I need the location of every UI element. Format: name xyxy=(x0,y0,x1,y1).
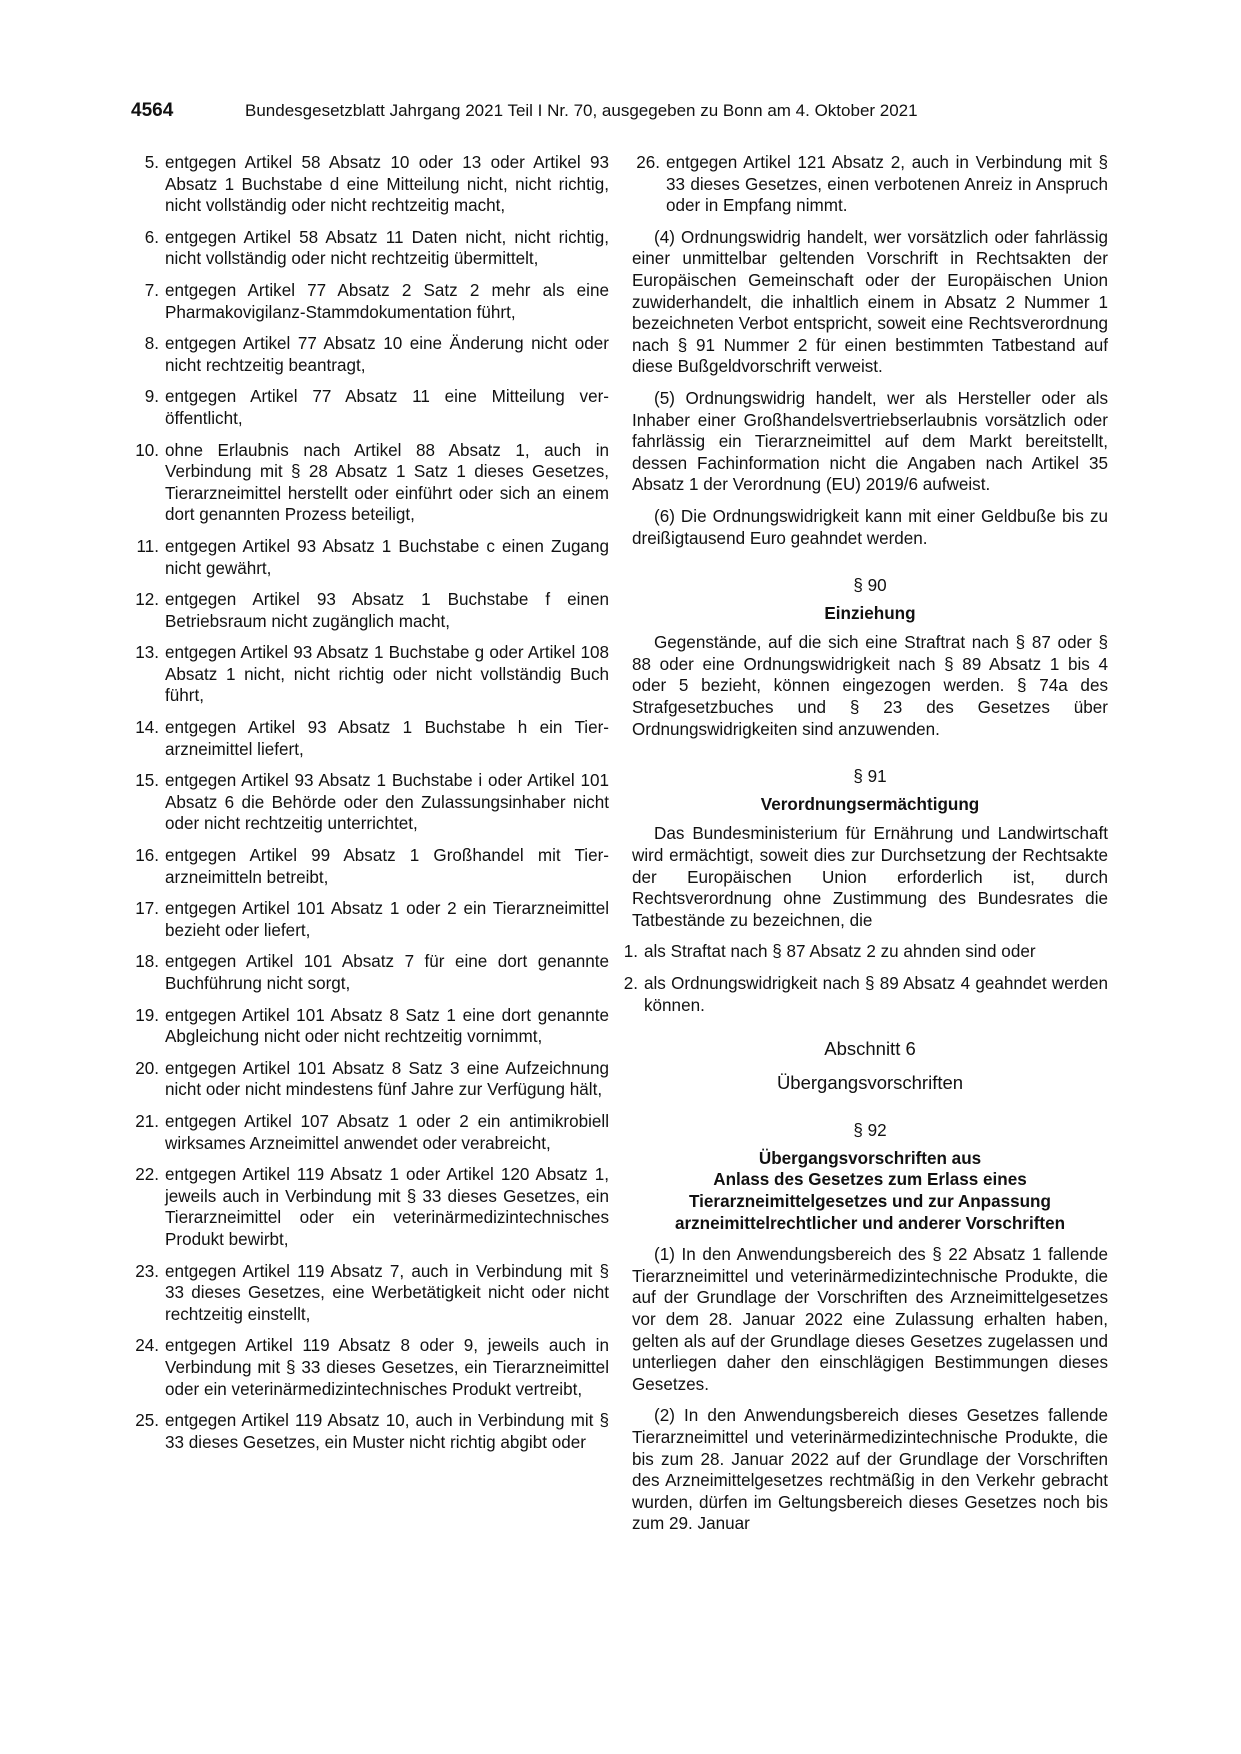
item-text: entgegen Artikel 119 Absatz 1 oder Artikel 120 Absatz 1, jeweils auch in Verbindung mit § 33 dieses Gesetzes, ein Tierarzneimittel oder ein veterinärmedizintechnisches Produkt bewirbt, xyxy=(165,1165,609,1249)
item-number: 15. xyxy=(135,771,159,791)
list-item xyxy=(131,1005,609,1048)
paragraph-5: (5) Ordnungswidrig handelt, wer als Hersteller oder als Inhaber einer Großhandelsvertriebserlaubnis vorsätzlich oder fahrlässig ein Tierarzneimittel auf dem Markt bereitstellt, dessen Fachinformation nicht die Angaben nach Artikel 35 Absatz 1 der Verordnung (EU) 2019/6 aufweist. xyxy=(632,388,1108,495)
list-item xyxy=(131,951,609,994)
item-text: entgegen Artikel 121 Absatz 2, auch in Verbindung mit § 33 dieses Gesetzes, einen verbotenen Anreiz in Anspruch oder in Empfang nimmt. xyxy=(666,153,1108,216)
item-text: entgegen Artikel 101 Absatz 8 Satz 3 eine Aufzeichnung nicht oder nicht mindestens fünf Jahre zur Verfügung hält, xyxy=(165,1058,609,1100)
section-92-title xyxy=(632,1148,1108,1234)
list-item xyxy=(131,280,609,323)
item-text: entgegen Artikel 101 Absatz 1 oder 2 ein Tierarzneimittel bezieht oder liefert, xyxy=(165,899,609,940)
section-92-number: § 92 xyxy=(853,1121,887,1141)
list-item xyxy=(131,1410,609,1453)
list-item xyxy=(620,941,1108,963)
section-91-title: Verordnungsermächtigung xyxy=(760,794,980,814)
item-text: entgegen Artikel 58 Absatz 10 oder 13 oder Artikel 93 Absatz 1 Buchstabe d eine Mitteilung nicht, nicht richtig, nicht vollständig oder nicht rechtzeitig macht, xyxy=(165,153,609,216)
item-number: 13. xyxy=(135,643,159,663)
section-92-paragraph-2: (2) In den Anwendungsbereich dieses Gesetzes fallende Tierarzneimittel und veterinärmedizintechnische Produkte, die bis zum 28. Januar 2022 auf der Grundlage der Vorschriften des Arzneimittelgesetzes rechtmäßig in den Verkehr gebracht wurden, dürfen im Geltungsbereich dieses Gesetzes noch bis zum 29. Januar xyxy=(632,1406,1108,1534)
item-number: 6. xyxy=(144,227,159,247)
list-item xyxy=(131,333,609,376)
item-number: 25. xyxy=(135,1411,159,1431)
item-number: 9. xyxy=(144,387,159,407)
list-item xyxy=(131,227,609,270)
page-header xyxy=(131,100,1117,130)
list-item xyxy=(131,536,609,579)
list-item xyxy=(131,770,609,835)
item-number: 7. xyxy=(144,280,159,300)
item-text: als Ordnungswidrigkeit nach § 89 Absatz 4 geahndet werden können. xyxy=(644,974,1108,1015)
item-text: entgegen Artikel 77 Absatz 10 eine Änderung nicht oder nicht rechtzeitig beantragt, xyxy=(165,334,609,375)
header-title: Bundesgesetzblatt Jahrgang 2021 Teil I Nr. 70, ausgegeben zu Bonn am 4. Oktober 2021 xyxy=(245,101,918,120)
item-number: 14. xyxy=(135,718,159,738)
item-text: entgegen Artikel 77 Absatz 2 Satz 2 mehr als eine Pharmakovigilanz-Stammdokumentation führt, xyxy=(165,280,609,322)
list-item xyxy=(131,386,609,429)
section-92-title-line: arzneimittelrechtlicher und anderer Vorschriften xyxy=(674,1213,1066,1233)
section-91-number: § 91 xyxy=(853,767,887,787)
section-91-text: Das Bundesministerium für Ernährung und Landwirtschaft wird ermächtigt, soweit dies zur Durchsetzung der Rechtsakte der Europäischen Union erforderlich ist, durch Rechtsverordnung ohne Zustimmung des Bundesrates die Tatbestände zu bezeichnen, die xyxy=(632,824,1108,930)
item-text: entgegen Artikel 93 Absatz 1 Buchstabe g oder Artikel 108 Absatz 1 nicht, nicht richtig oder nicht vollständig Buch führt, xyxy=(165,643,609,706)
item-number: 16. xyxy=(135,846,159,866)
list-item xyxy=(131,1111,609,1154)
list-item xyxy=(131,152,609,217)
list-item xyxy=(131,440,609,526)
item-text: entgegen Artikel 119 Absatz 8 oder 9, jeweils auch in Verbindung mit § 33 dieses Gesetzes, ein Tierarzneimittel oder ein veterinärmedizintechnisches Produkt vertreibt, xyxy=(165,1336,609,1399)
item-number: 26. xyxy=(636,153,660,172)
item-number: 12. xyxy=(135,590,159,610)
section-92-title-line: Anlass des Gesetzes zum Erlass eines xyxy=(713,1170,1027,1190)
item-text: entgegen Artikel 77 Absatz 11 eine Mitteilung veröffentlicht, xyxy=(165,387,609,428)
item-number: 23. xyxy=(135,1261,159,1281)
item-text: entgegen Artikel 119 Absatz 7, auch in Verbindung mit § 33 dieses Gesetzes, eine Werbetätigkeit nicht oder nicht rechtzeitig einstellt, xyxy=(165,1261,609,1324)
list-item xyxy=(131,717,609,760)
item-text: entgegen Artikel 58 Absatz 11 Daten nicht, nicht richtig, nicht vollständig oder nicht rechtzeitig übermittelt, xyxy=(165,227,609,269)
section-90-text: Gegenstände, auf die sich eine Straftrat nach § 87 oder § 88 oder eine Ordnungswidrigkeit nach § 89 Absatz 1 bis 4 oder 5 bezieht, können eingezogen werden. § 74a des Strafgesetzbuches und § 23 des Gesetzes über Ordnungswidrigkeiten sind anzuwenden. xyxy=(632,633,1108,739)
left-column xyxy=(131,152,609,1463)
list-item xyxy=(131,1058,609,1101)
abschnitt-title: Übergangsvorschriften xyxy=(776,1072,964,1094)
list-item xyxy=(620,973,1108,1016)
item-number: 24. xyxy=(135,1336,159,1356)
item-number: 17. xyxy=(135,899,159,919)
right-column xyxy=(623,152,1108,1545)
list-item xyxy=(632,152,1108,217)
abschnitt-label: Abschnitt 6 xyxy=(824,1038,916,1060)
item-text: entgegen Artikel 93 Absatz 1 Buchstabe h ein Tierarzneimittel liefert, xyxy=(165,718,609,759)
list-item xyxy=(131,642,609,707)
section-92-title-line: Übergangsvorschriften aus xyxy=(758,1148,982,1168)
list-item xyxy=(131,898,609,941)
paragraph-6: (6) Die Ordnungswidrigkeit kann mit einer Geldbuße bis zu dreißigtausend Euro geahndet werden. xyxy=(632,506,1108,548)
item-text: entgegen Artikel 101 Absatz 7 für eine dort genannte Buchführung nicht sorgt, xyxy=(165,952,609,993)
item-number: 5. xyxy=(144,153,159,172)
section-90-title: Einziehung xyxy=(824,603,916,623)
item-number: 18. xyxy=(135,952,159,972)
item-number: 8. xyxy=(144,334,159,354)
list-item xyxy=(131,1261,609,1326)
item-number: 11. xyxy=(136,536,159,556)
section-92-paragraph-1: (1) In den Anwendungsbereich des § 22 Absatz 1 fallende Tierarzneimittel und veterinärmedizintechnische Produkte, die auf der Grundlage der Vorschriften des Arzneimittelgesetzes vor dem 28. Januar 2022 eine Zulassung erhalten haben, gelten als auf der Grundlage dieses Gesetzes zugelassen und unterliegen daher den einschlägigen Bestimmungen dieses Gesetzes. xyxy=(632,1245,1108,1394)
item-text: entgegen Artikel 93 Absatz 1 Buchstabe f einen Betriebsraum nicht zugänglich macht, xyxy=(165,590,609,631)
list-item xyxy=(131,589,609,632)
item-text: als Straftat nach § 87 Absatz 2 zu ahnden sind oder xyxy=(644,942,1036,962)
item-number: 19. xyxy=(135,1005,159,1025)
item-text: entgegen Artikel 101 Absatz 8 Satz 1 eine dort genannte Abgleichung nicht oder nicht rechtzeitig vornimmt, xyxy=(165,1005,609,1047)
list-item xyxy=(131,845,609,888)
item-number: 1. xyxy=(623,942,638,962)
section-90-number: § 90 xyxy=(853,576,887,596)
paragraph-4: (4) Ordnungswidrig handelt, wer vorsätzlich oder fahrlässig einer unmittelbar geltenden Vorschrift in Rechtsakten der Europäischen Gemeinschaft oder der Europäischen Union zuwiderhandelt, die inhaltlich einem in Absatz 2 Nummer 1 bezeichneten Verbot entspricht, soweit eine Rechtsverordnung nach § 91 Nummer 2 für einen bestimmten Tatbestand auf diese Bußgeldvorschrift verweist. xyxy=(632,227,1108,377)
item-number: 21. xyxy=(135,1111,159,1131)
item-text: ohne Erlaubnis nach Artikel 88 Absatz 1, auch in Verbindung mit § 28 Absatz 1 Satz 1 dieses Gesetzes, Tierarzneimittel herstellt oder einführt oder sich an einem dort genannten Prozess beteiligt, xyxy=(165,440,609,525)
item-text: entgegen Artikel 119 Absatz 10, auch in Verbindung mit § 33 dieses Gesetzes, ein Muster nicht richtig abgibt oder xyxy=(165,1411,609,1452)
list-item xyxy=(131,1164,609,1250)
item-text: entgegen Artikel 93 Absatz 1 Buchstabe c einen Zugang nicht gewährt, xyxy=(165,536,609,578)
item-text: entgegen Artikel 93 Absatz 1 Buchstabe i oder Artikel 101 Absatz 6 die Behörde oder den Zulassungsinhaber nicht oder nicht rechtzeitig unterrichtet, xyxy=(165,771,609,834)
page-number: 4564 xyxy=(131,100,174,121)
item-number: 10. xyxy=(135,440,159,460)
list-item xyxy=(131,1335,609,1400)
item-number: 2. xyxy=(623,974,638,993)
item-number: 20. xyxy=(135,1058,159,1078)
section-92-title-line: Tierarzneimittelgesetzes und zur Anpassung xyxy=(689,1191,1051,1211)
item-text: entgegen Artikel 107 Absatz 1 oder 2 ein antimikrobiell wirksames Arzneimittel anwendet oder verabreicht, xyxy=(165,1111,609,1153)
item-text: entgegen Artikel 99 Absatz 1 Großhandel mit Tierarzneimitteln betreibt, xyxy=(165,846,609,887)
item-number: 22. xyxy=(135,1165,159,1185)
